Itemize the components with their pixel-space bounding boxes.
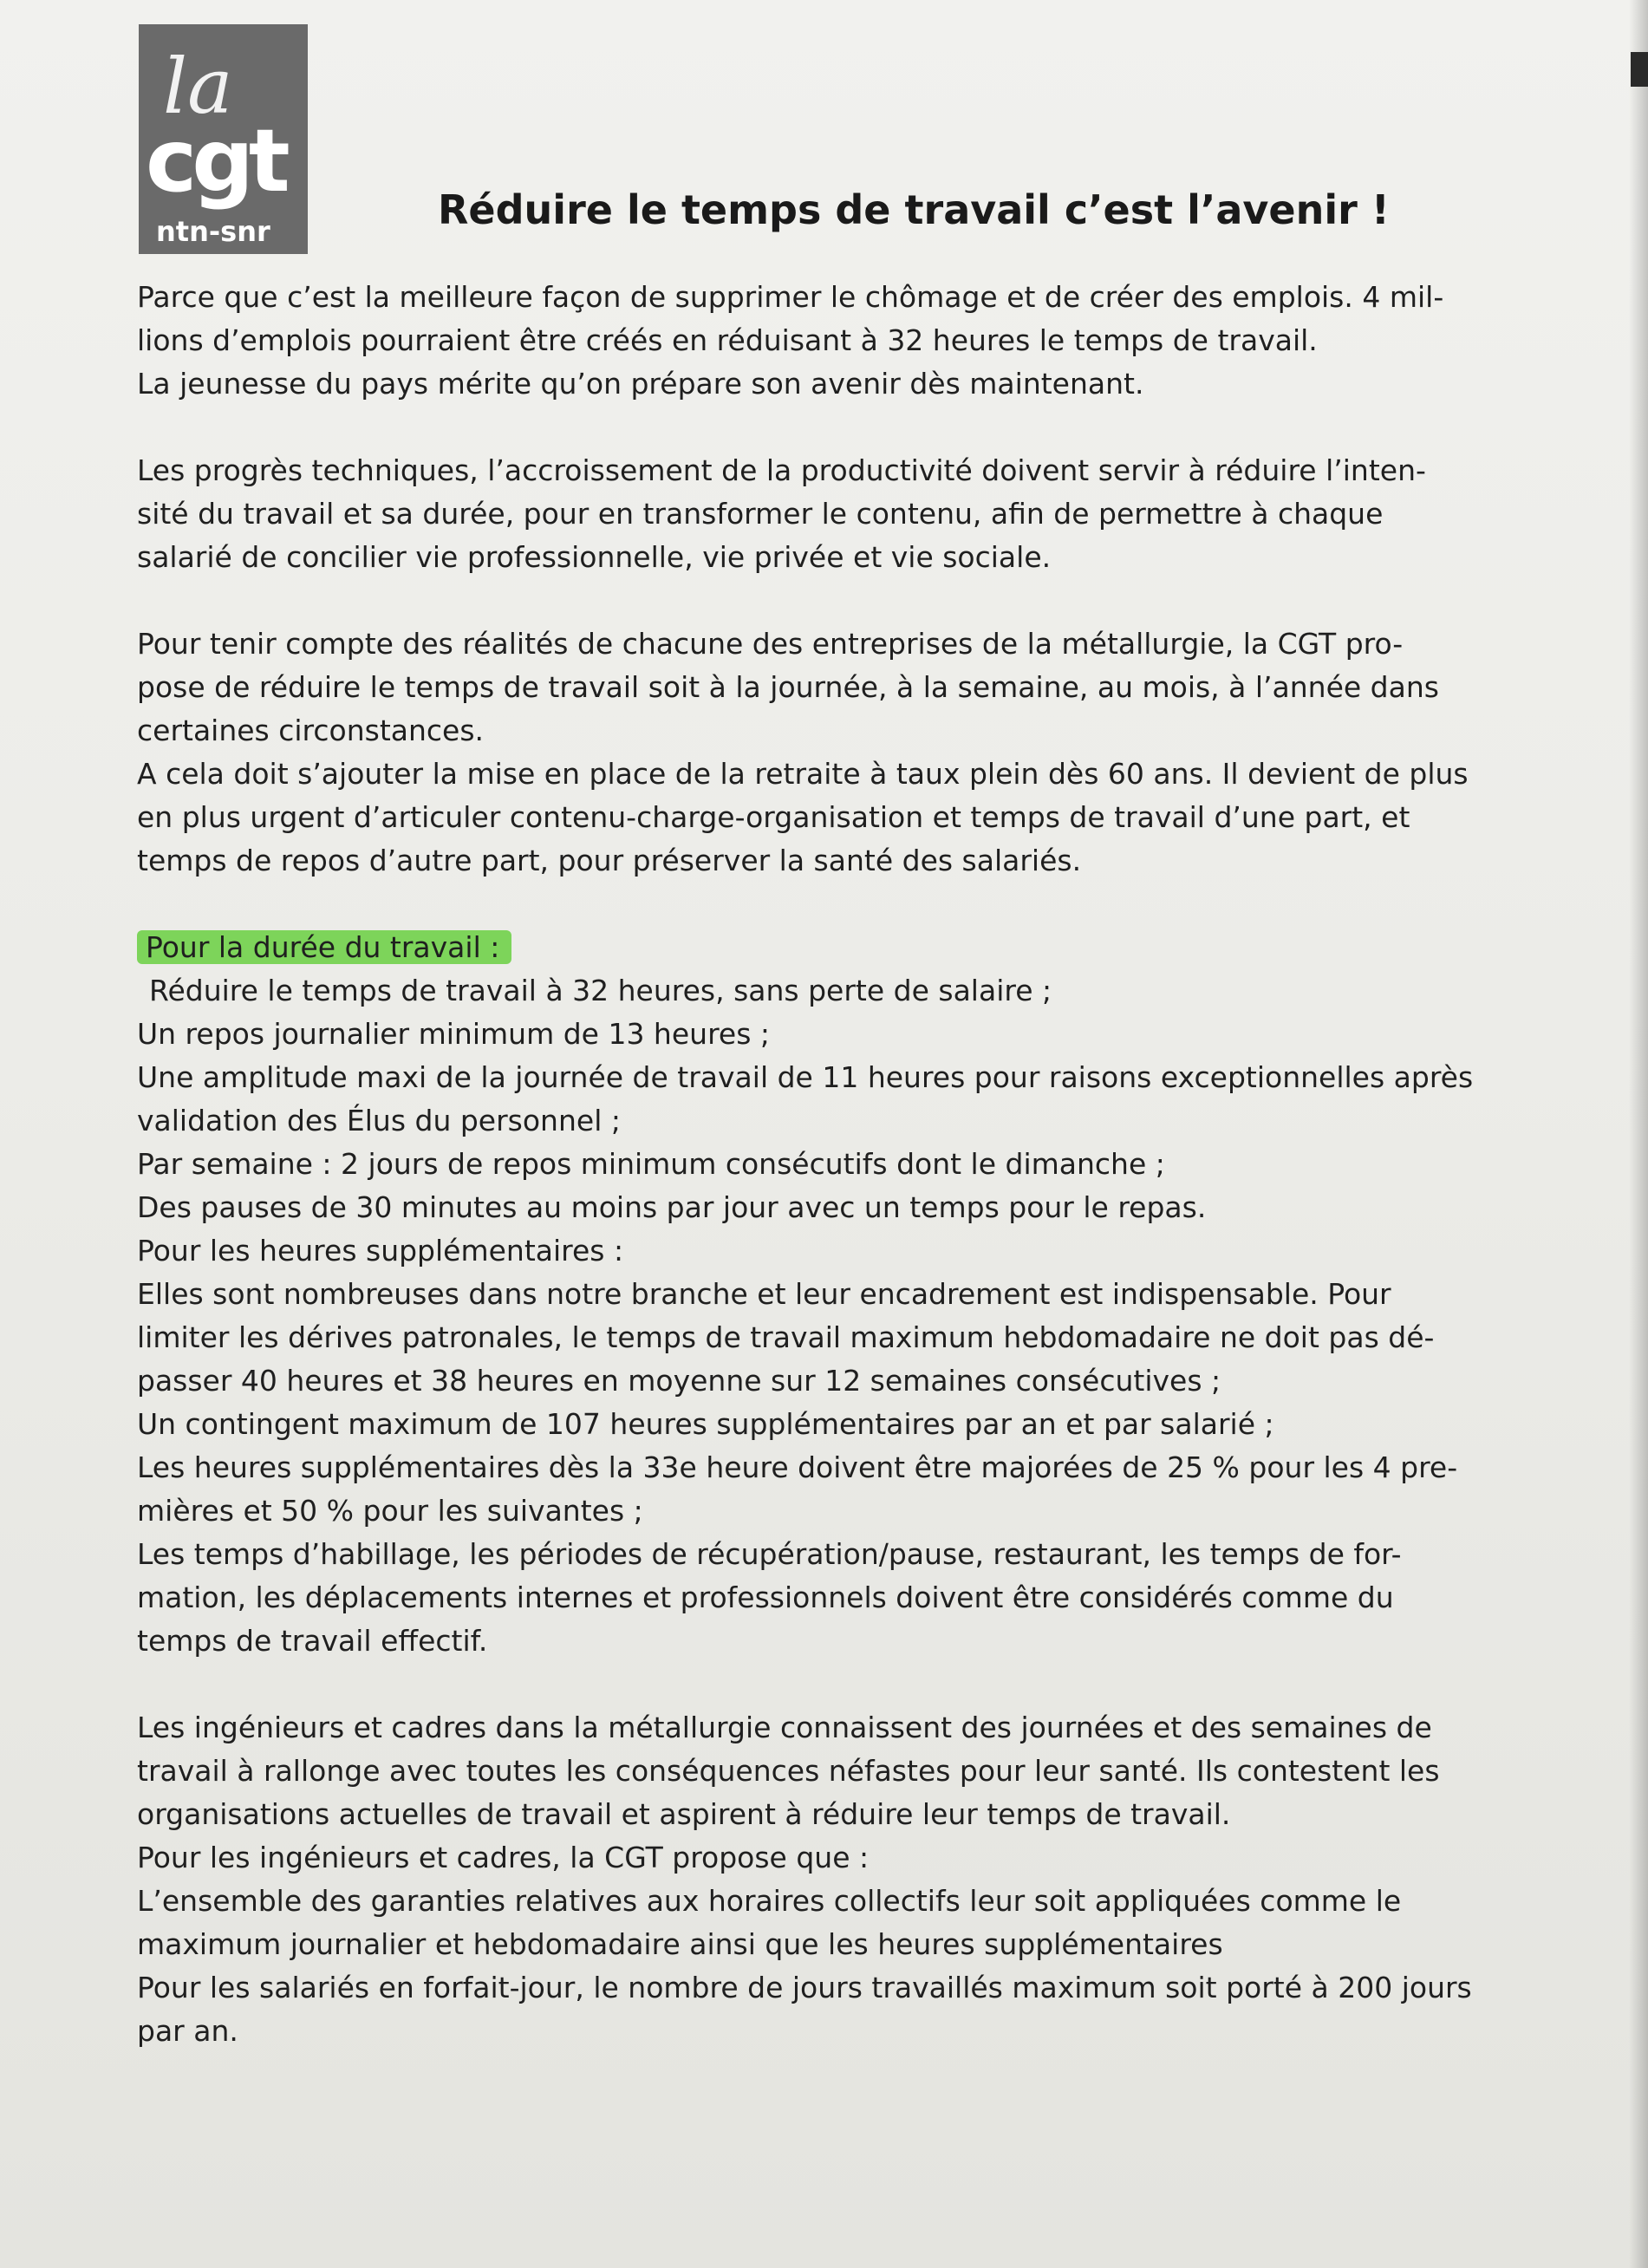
paragraph-metallurgy — [137, 622, 1576, 883]
logo-script-text: la — [163, 42, 233, 131]
paragraph-work-duration — [137, 926, 1576, 1663]
text-line: Un repos journalier minimum de 13 heures ; — [137, 1017, 771, 1051]
text-line: par an. — [137, 2014, 238, 2048]
paragraph-gap — [137, 1663, 1576, 1706]
text-line: Par semaine : 2 jours de repos minimum consécutifs dont le dimanche ; — [137, 1147, 1165, 1181]
text-line: Parce que c’est la meilleure façon de supprimer le chômage et de créer des emplois. 4 mil- — [137, 280, 1444, 314]
text-line: organisations actuelles de travail et aspirent à réduire leur temps de travail. — [137, 1797, 1231, 1831]
text-line: Pour les ingénieurs et cadres, la CGT propose que : — [137, 1841, 870, 1874]
text-line: Un contingent maximum de 107 heures supplémentaires par an et par salarié ; — [137, 1407, 1274, 1441]
text-line: Les progrès techniques, l’accroissement de la productivité doivent servir à réduire l’inten- — [137, 453, 1426, 487]
text-line: Les ingénieurs et cadres dans la métallurgie connaissent des journées et des semaines de — [137, 1711, 1432, 1744]
text-line: en plus urgent d’articuler contenu-charge-organisation et temps de travail d’une part, et — [137, 800, 1410, 834]
text-line: limiter les dérives patronales, le temps de travail maximum hebdomadaire ne doit pas dé- — [137, 1320, 1435, 1354]
text-line: Les temps d’habillage, les périodes de récupération/pause, restaurant, les temps de for- — [137, 1537, 1402, 1571]
cgt-logo — [139, 24, 308, 254]
highlighted-heading: Pour la durée du travail : — [137, 930, 511, 964]
text-line: lions d’emplois pourraient être créés en réduisant à 32 heures le temps de travail. — [137, 323, 1318, 357]
text-line: La jeunesse du pays mérite qu’on prépare son avenir dès maintenant. — [137, 367, 1144, 401]
text-line: Pour les salariés en forfait-jour, le nombre de jours travaillés maximum soit porté à 200 jours — [137, 1971, 1472, 2004]
text-line: Les heures supplémentaires dès la 33e heure doivent être majorées de 25 % pour les 4 pre- — [137, 1450, 1458, 1484]
paragraph-gap — [137, 579, 1576, 622]
text-line: Une amplitude maxi de la journée de travail de 11 heures pour raisons exceptionnelles après — [137, 1060, 1474, 1094]
text-line: mières et 50 % pour les suivantes ; — [137, 1494, 643, 1528]
logo-main-text: cgt — [146, 110, 285, 212]
text-line: Pour les heures supplémentaires : — [137, 1234, 624, 1268]
text-line: Réduire le temps de travail à 32 heures, sans perte de salaire ; — [149, 974, 1052, 1007]
text-line: Elles sont nombreuses dans notre branche et leur encadrement est indispensable. Pour — [137, 1277, 1391, 1311]
section-heading-line — [137, 926, 1576, 969]
text-line: L’ensemble des garanties relatives aux horaires collectifs leur soit appliquées comme le — [137, 1884, 1402, 1918]
paragraph-engineers — [137, 1706, 1576, 2053]
text-line: passer 40 heures et 38 heures en moyenne sur 12 semaines consécutives ; — [137, 1364, 1221, 1398]
document-body — [137, 276, 1576, 2053]
text-line: validation des Élus du personnel ; — [137, 1104, 621, 1137]
text-line: mation, les déplacements internes et professionnels doivent être considérés comme du — [137, 1580, 1394, 1614]
page-edge-shadow — [1629, 0, 1648, 2268]
text-line: Des pauses de 30 minutes au moins par jour avec un temps pour le repas. — [137, 1190, 1207, 1224]
text-line: maximum journalier et hebdomadaire ainsi que les heures supplémentaires — [137, 1927, 1223, 1961]
logo-sub-text: ntn-snr — [156, 215, 270, 248]
document-title: Réduire le temps de travail c’est l’avenir ! — [438, 186, 1390, 233]
text-line: certaines circonstances. — [137, 714, 485, 747]
paragraph-progress — [137, 449, 1576, 579]
paragraph-intro — [137, 276, 1576, 406]
text-line: Pour tenir compte des réalités de chacune des entreprises de la métallurgie, la CGT pro- — [137, 627, 1404, 661]
text-line: salarié de concilier vie professionnelle, vie privée et vie sociale. — [137, 540, 1052, 574]
text-line: A cela doit s’ajouter la mise en place de la retraite à taux plein dès 60 ans. Il devient de plus — [137, 757, 1469, 791]
paragraph-gap — [137, 883, 1576, 926]
text-line: sité du travail et sa durée, pour en transformer le contenu, afin de permettre à chaque — [137, 497, 1384, 531]
text-line: travail à rallonge avec toutes les conséquences néfastes pour leur santé. Ils contestent les — [137, 1754, 1440, 1788]
text-line: temps de repos d’autre part, pour préserver la santé des salariés. — [137, 844, 1082, 877]
binder-clip-edge — [1631, 52, 1648, 87]
text-line: pose de réduire le temps de travail soit à la journée, à la semaine, au mois, à l’année dans — [137, 670, 1439, 704]
paragraph-gap — [137, 406, 1576, 449]
text-line: temps de travail effectif. — [137, 1624, 488, 1658]
